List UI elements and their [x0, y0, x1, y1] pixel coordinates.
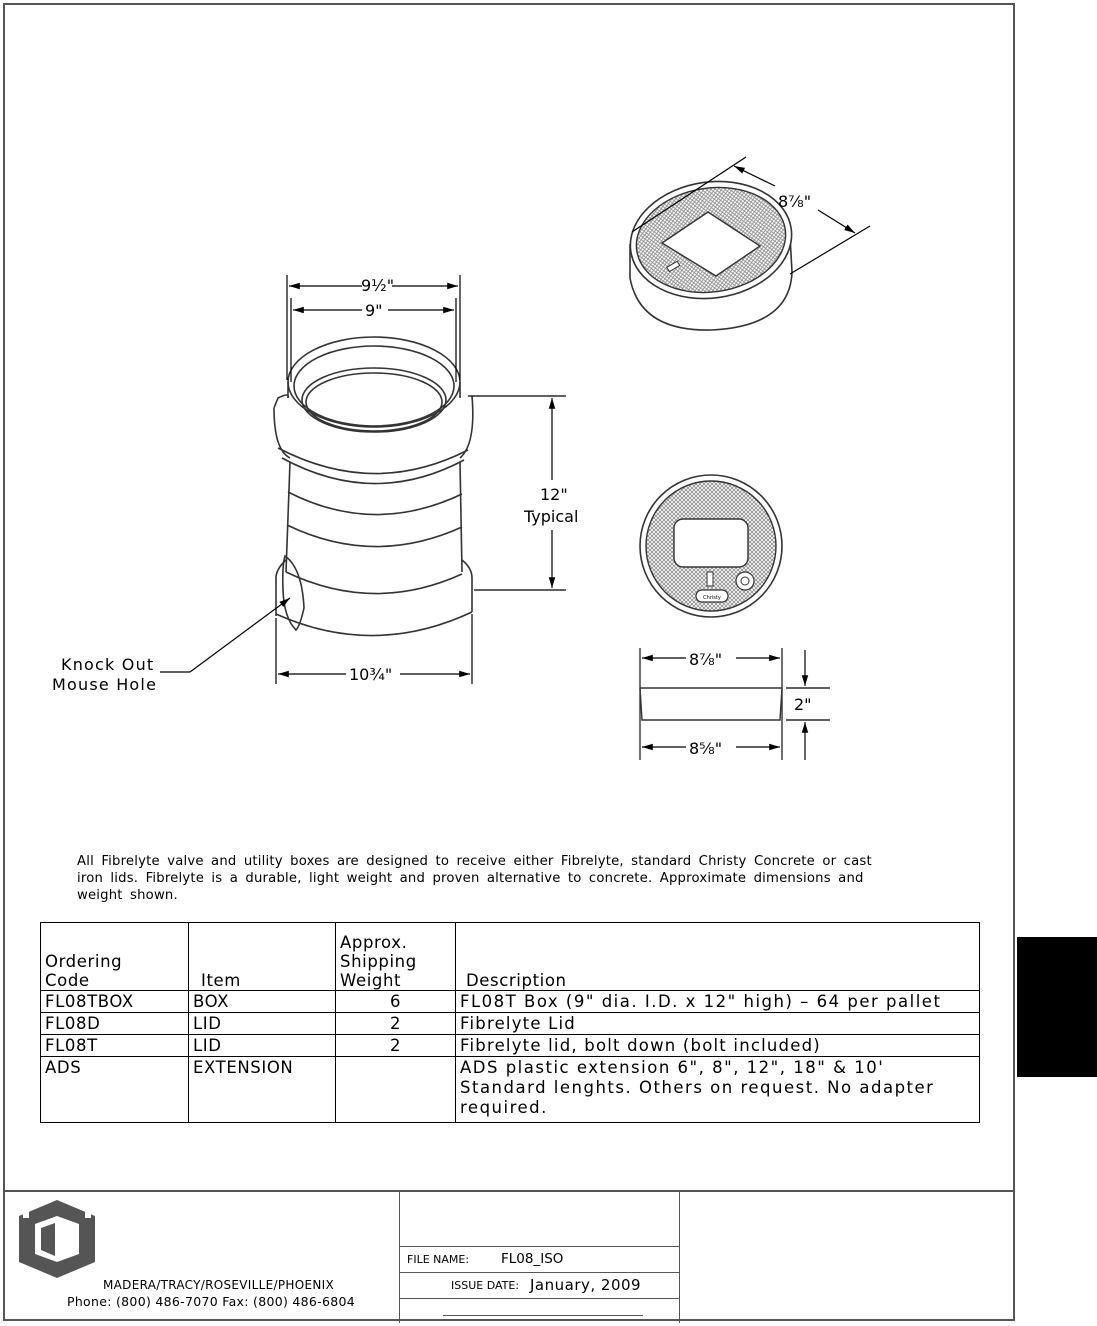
cell-weight: 2 [336, 1035, 456, 1057]
cell-description: Fibrelyte lid, bolt down (bolt included) [456, 1035, 980, 1057]
cell-item: EXTENSION [189, 1057, 336, 1123]
title-block-rule [399, 1272, 680, 1273]
lid-logo-text: Christy [703, 595, 721, 601]
cell-description: FL08T Box (9" dia. I.D. x 12" high) – 64 per pallet [456, 991, 980, 1013]
issue-date-label: ISSUE DATE: [451, 1279, 520, 1292]
callout-mouse-hole: Mouse Hole [52, 675, 158, 694]
file-name-label: FILE NAME: [407, 1253, 470, 1266]
product-note [77, 853, 877, 904]
cell-weight: 2 [336, 1013, 456, 1035]
header-weight-line-2: Shipping [340, 952, 417, 971]
valve-box-drawing [274, 337, 473, 636]
dim-lid-bottom-width: 8⅝" [689, 739, 723, 758]
lid-top-view-drawing [640, 475, 782, 617]
dim-lid-iso-diameter: 8⅞" [778, 192, 812, 211]
table-header-row [41, 923, 980, 991]
company-locations: MADERA/TRACY/ROSEVILLE/PHOENIX [103, 1278, 334, 1292]
dim-inner-width: 9" [365, 301, 383, 320]
company-logo-icon [15, 1198, 99, 1280]
dim-base-width: 10¾" [349, 665, 393, 684]
cell-weight [336, 1057, 456, 1123]
cell-item: LID [189, 1013, 336, 1035]
header-weight-line-3: Weight [340, 971, 402, 990]
signature-line [443, 1315, 643, 1316]
header-weight [336, 923, 456, 991]
header-ordering-code [41, 923, 189, 991]
lid-isometric-drawing [623, 171, 800, 330]
note-line-1: All Fibrelyte valve and utility boxes are designed to receive either Fibrelyte, standard Christy Concrete or cast [77, 854, 872, 869]
issue-date-value: January, 2009 [530, 1276, 642, 1294]
dim-lid-height: 2" [794, 695, 812, 714]
title-block [3, 1190, 1015, 1323]
title-block-rule [399, 1298, 680, 1299]
cell-description: Fibrelyte Lid [456, 1013, 980, 1035]
title-block-divider [679, 1192, 680, 1323]
cell-item: LID [189, 1035, 336, 1057]
company-phone: Phone: (800) 486-7070 Fax: (800) 486-6804 [67, 1294, 355, 1309]
cell-code: ADS [41, 1057, 189, 1123]
header-code-line-1: Ordering [45, 952, 123, 971]
callout-knock-out: Knock Out [61, 655, 155, 674]
dim-height-value: 12" [540, 485, 568, 504]
header-code-line-2: Code [45, 971, 90, 990]
note-line-2: iron lids. Fibrelyte is a durable, light weight and proven alternative to concrete. Approximate dimensions and [77, 871, 864, 886]
cell-code: FL08D [41, 1013, 189, 1035]
table-row [41, 991, 980, 1013]
title-block-rule [399, 1246, 680, 1247]
dim-height-note: Typical [524, 507, 579, 526]
ordering-table [40, 922, 980, 1123]
box-dimensions [160, 275, 566, 684]
header-description: Description [456, 923, 980, 991]
table-row [41, 1057, 980, 1123]
header-weight-line-1: Approx. [340, 933, 408, 952]
file-name-value: FL08_ISO [501, 1251, 564, 1267]
table-row [41, 1013, 980, 1035]
cell-code: FL08TBOX [41, 991, 189, 1013]
note-line-3: weight shown. [77, 888, 178, 903]
title-block-divider [399, 1192, 400, 1323]
cell-weight: 6 [336, 991, 456, 1013]
cell-item: BOX [189, 991, 336, 1013]
cell-code: FL08T [41, 1035, 189, 1057]
header-item: Item [189, 923, 336, 991]
dim-lid-top-width: 8⅞" [689, 650, 723, 669]
cell-description: ADS plastic extension 6", 8", 12", 18" & 10' Standard lenghts. Others on request. No adapter required. [456, 1057, 980, 1123]
dim-outer-width: 9½" [361, 276, 395, 295]
table-row [41, 1035, 980, 1057]
